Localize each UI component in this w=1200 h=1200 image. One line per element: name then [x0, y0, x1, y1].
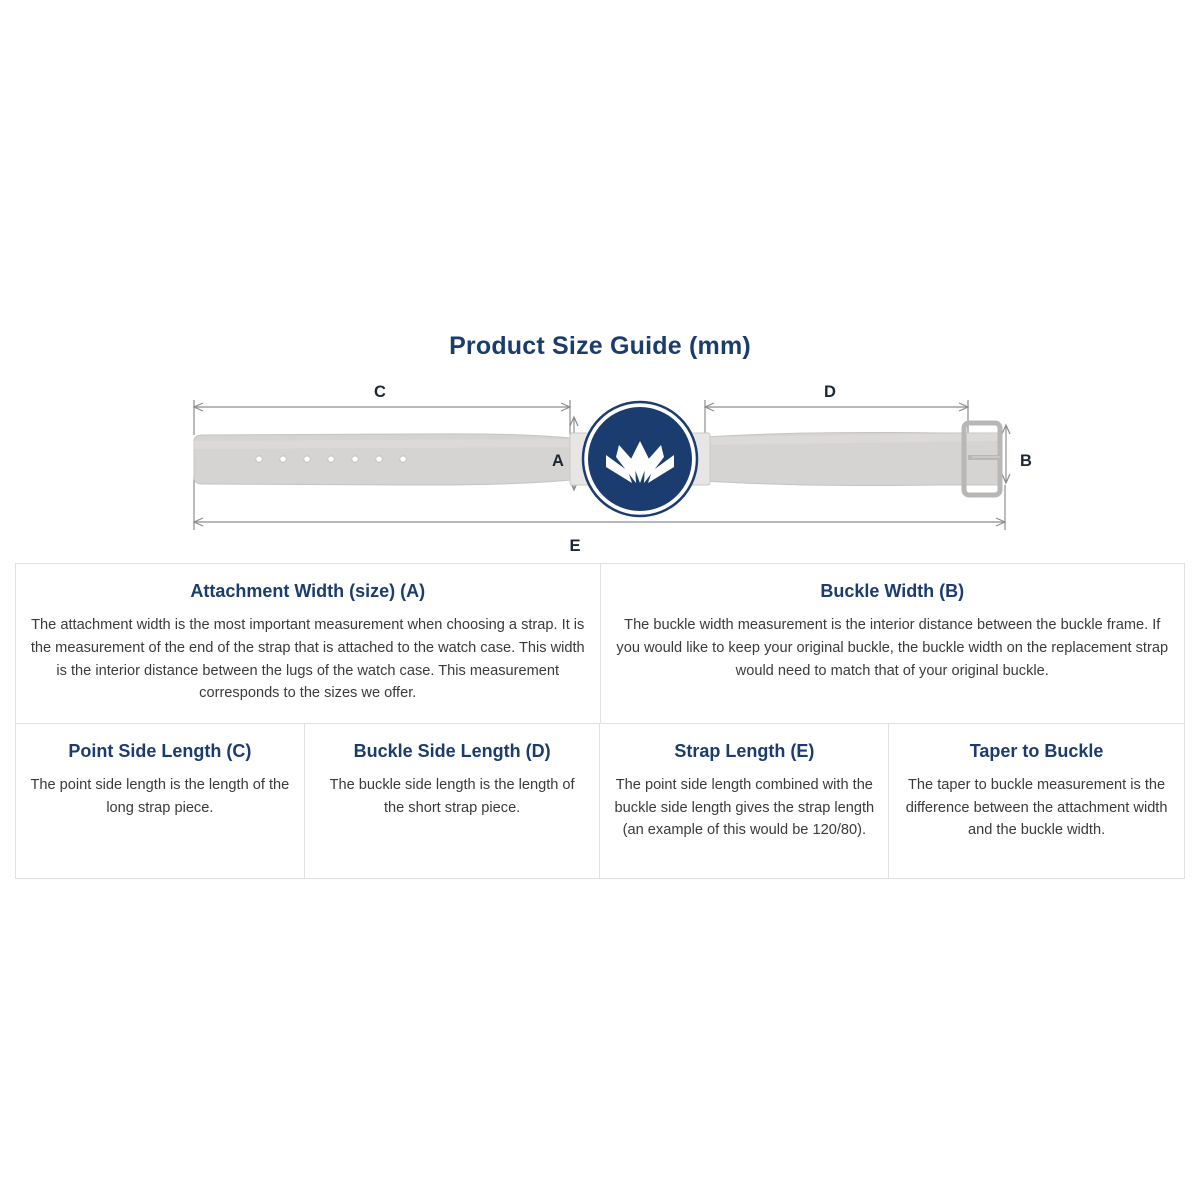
cell-body: The attachment width is the most important measurement when choosing a strap. It is the measurement of the end of the strap that is attached to the watch case. This width is the interior distance between the lugs of the watch case. This measurement corresponds to the sizes we offer. [30, 617, 585, 702]
table-row [16, 564, 1185, 724]
dimension-line-c [194, 400, 570, 435]
cell-title: Point Side Length (C) [68, 740, 252, 761]
cell-taper-to-buckle [889, 724, 1185, 879]
cell-point-side-length [16, 724, 305, 879]
cell-body: The buckle side length is the length of the short strap piece. [329, 777, 575, 816]
label-c: C [374, 383, 386, 401]
watch-strap-diagram [0, 375, 1200, 560]
strap-buckle-side [705, 433, 998, 486]
cell-body: The buckle width measurement is the interior distance between the buckle frame. If you would like to keep your original buckle, the buckle width on the replacement strap would need to match that of your original buckle. [616, 617, 1169, 679]
cell-title: Buckle Width (B) [820, 581, 965, 601]
label-a: A [552, 452, 564, 470]
label-d: D [824, 383, 836, 401]
definitions-table [15, 563, 1185, 879]
label-e: E [569, 537, 581, 555]
cell-body: The taper to buckle measurement is the difference between the attachment width and the buckle width. [905, 777, 1168, 839]
cell-body: The point side length combined with the buckle side length gives the strap length (an example of this would be 120/80). [614, 777, 875, 839]
cell-title: Attachment Width (size) (A) [190, 581, 426, 601]
cell-attachment-width [16, 564, 601, 724]
cell-buckle-width [601, 564, 1186, 724]
cell-title: Strap Length (E) [674, 740, 815, 761]
cell-strap-length [600, 724, 889, 879]
label-b: B [1020, 452, 1032, 470]
cell-title: Buckle Side Length (D) [353, 740, 551, 761]
table-row [16, 724, 1185, 879]
cell-title: Taper to Buckle [969, 740, 1104, 761]
dimension-line-b [1002, 425, 1010, 483]
page-title: Product Size Guide (mm) [449, 332, 751, 360]
cell-body: The point side length is the length of the long strap piece. [30, 777, 290, 816]
cell-buckle-side-length [305, 724, 601, 879]
